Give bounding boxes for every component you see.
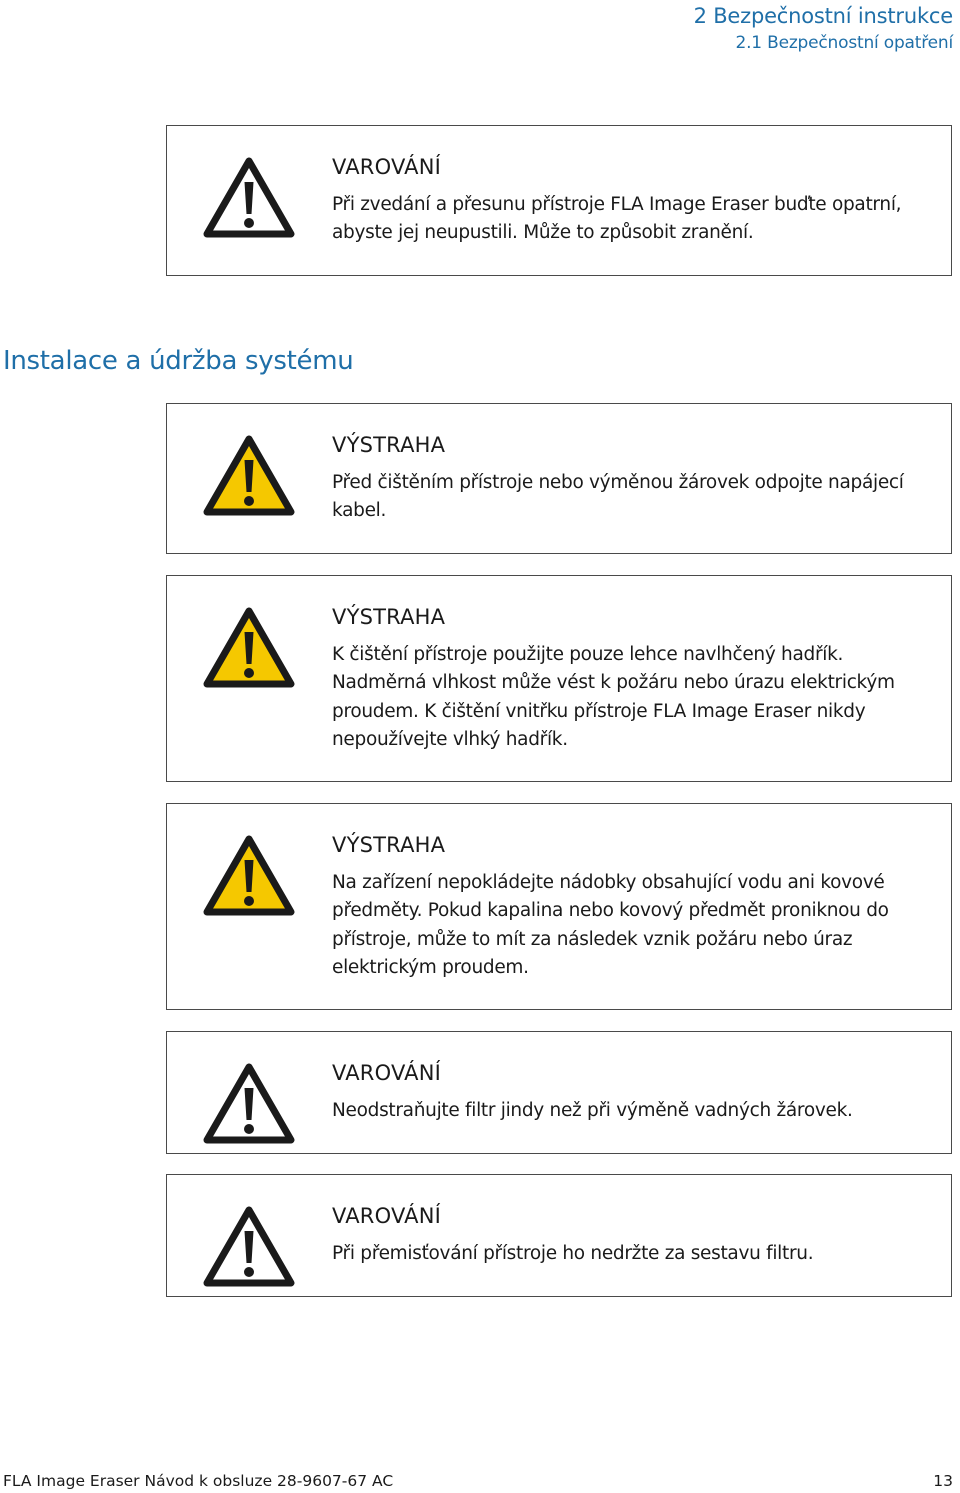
- page-number: 13: [933, 1472, 953, 1490]
- notice-text: Na zařízení nepokládejte nádobky obsahující vodu ani kovové předměty. Pokud kapalina nebo kovový předmět proniknou do přístroje, může to mít za následek vznik požáru nebo úraz elektrickým proudem.: [332, 872, 889, 979]
- notice-text: K čištění přístroje použijte pouze lehce navlhčený hadřík. Nadměrná vlhkost může vést k požáru nebo úrazu elektrickým proudem. K čištění vnitřku přístroje FLA Image Eraser nikdy nepoužívejte vlhký hadřík.: [332, 644, 895, 751]
- caution-notice-liquids: [166, 803, 952, 1010]
- warning-notice-moving: [166, 1174, 952, 1297]
- chapter-title: 2 Bezpečnostní instrukce: [693, 4, 953, 28]
- notice-label: VAROVÁNÍ: [332, 155, 442, 179]
- notice-text: Při zvedání a přesunu přístroje FLA Image Eraser buďte opatrní, abyste jej neupustili. Může to způsobit zranění.: [332, 194, 902, 244]
- caution-notice-unplug: [166, 403, 952, 554]
- page-footer: [3, 1470, 953, 1492]
- notice-text: Při přemisťování přístroje ho nedržte za sestavu filtru.: [332, 1243, 814, 1264]
- section-heading: Instalace a údržba systému: [3, 346, 354, 376]
- warning-triangle-white-icon: [203, 1062, 295, 1144]
- warning-triangle-yellow-icon: [203, 834, 295, 916]
- notice-label: VÝSTRAHA: [332, 433, 446, 457]
- notice-label: VÝSTRAHA: [332, 833, 446, 857]
- warning-triangle-white-icon: [203, 1205, 295, 1287]
- warning-triangle-white-icon: [203, 156, 295, 238]
- notice-text: Před čištěním přístroje nebo výměnou žárovek odpojte napájecí kabel.: [332, 472, 904, 522]
- warning-notice-filter: [166, 1031, 952, 1154]
- caution-notice-cleaning: [166, 575, 952, 782]
- notice-text: Neodstraňujte filtr jindy než při výměně vadných žárovek.: [332, 1100, 853, 1121]
- warning-triangle-yellow-icon: [203, 606, 295, 688]
- section-subtitle: 2.1 Bezpečnostní opatření: [735, 33, 953, 53]
- warning-triangle-yellow-icon: [203, 434, 295, 516]
- footer-document-title: FLA Image Eraser Návod k obsluze 28-9607-67 AC: [3, 1472, 394, 1490]
- warning-notice-lifting: [166, 125, 952, 276]
- notice-label: VAROVÁNÍ: [332, 1204, 442, 1228]
- notice-label: VÝSTRAHA: [332, 605, 446, 629]
- running-header: [694, 2, 953, 56]
- notice-label: VAROVÁNÍ: [332, 1061, 442, 1085]
